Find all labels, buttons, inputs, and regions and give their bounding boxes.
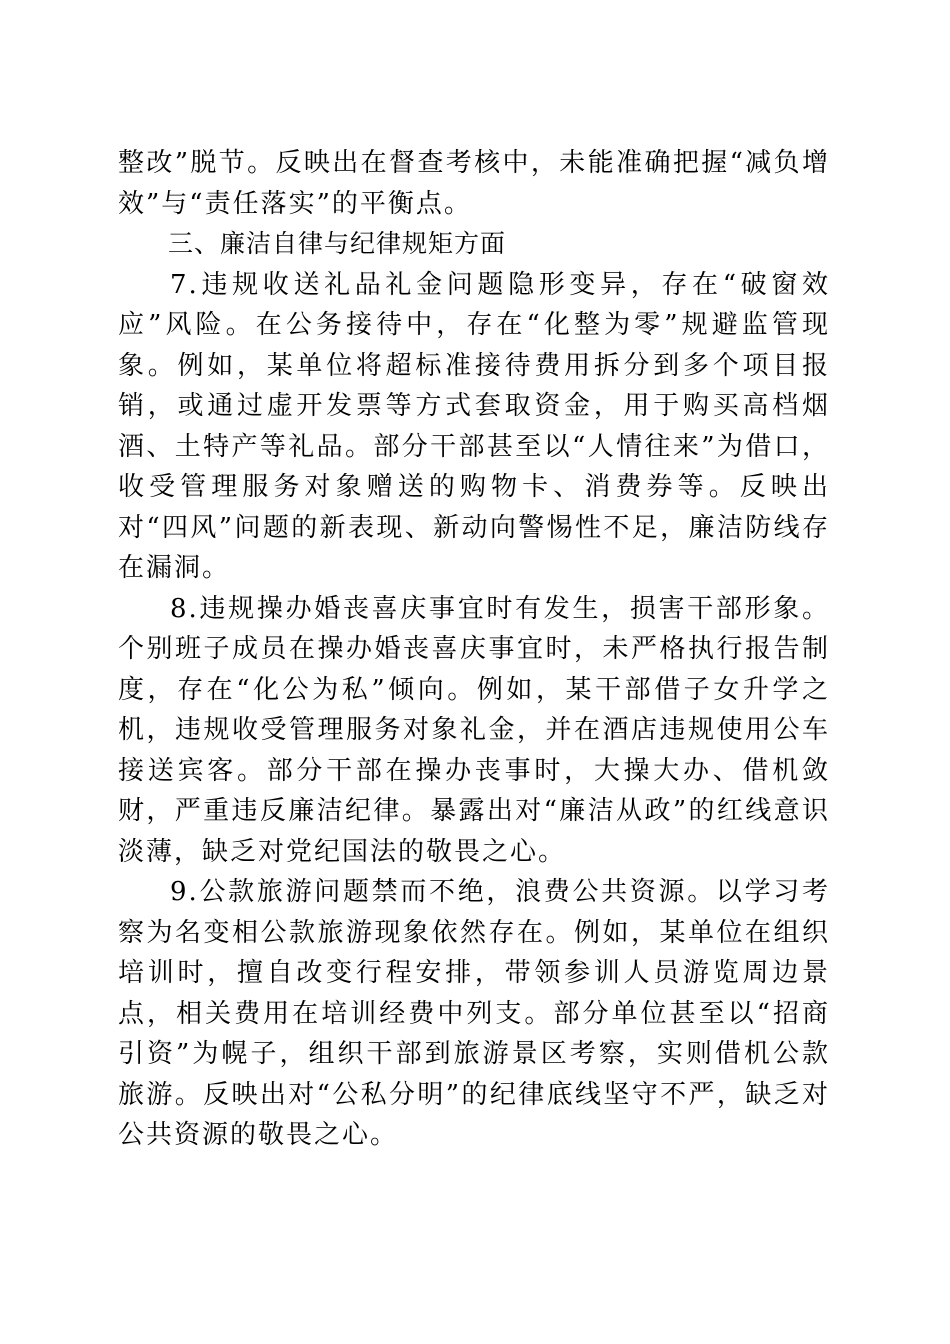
section-heading: 三、廉洁自律与纪律规矩方面 (168, 229, 507, 258)
item-7-paragraph: 7.违规收送礼品礼金问题隐形变异，存在“破窗效应”风险。在公务接待中，存在“化整为零”规避监管现象。例如，某单位将超标准接待费用拆分到多个项目报销，或通过虚开发票等方式套取资金，用于购买高档烟酒、土特产等礼品。部分干部甚至以“人情往来”为借口，收受管理服务对象赠送的购物卡、消费券等。反映出对“四风”问题的新表现、新动向警惕性不足，廉洁防线存在漏洞。 (118, 269, 830, 583)
continuation-paragraph: 整改”脱节。反映出在督查考核中，未能准确把握“减负增效”与“责任落实”的平衡点。 (118, 148, 830, 219)
item-9-paragraph: 9.公款旅游问题禁而不绝，浪费公共资源。以学习考察为名变相公款旅游现象依然存在。例如，某单位在组织培训时，擅自改变行程安排，带领参训人员游览周边景点，相关费用在培训经费中列支。部分单位甚至以“招商引资”为幌子，组织干部到旅游景区考察，实则借机公款旅游。反映出对“公私分明”的纪律底线坚守不严，缺乏对公共资源的敬畏之心。 (118, 877, 830, 1150)
document-page (118, 143, 830, 1156)
item-8-paragraph: 8.违规操办婚丧喜庆事宜时有发生，损害干部形象。个别班子成员在操办婚丧喜庆事宜时，未严格执行报告制度，存在“化公为私”倾向。例如，某干部借子女升学之机，违规收受管理服务对象礼金，并在酒店违规使用公车接送宾客。部分干部在操办丧事时，大操大办、借机敛财，严重违反廉洁纪律。暴露出对“廉洁从政”的红线意识淡薄，缺乏对党纪国法的敬畏之心。 (118, 593, 830, 867)
